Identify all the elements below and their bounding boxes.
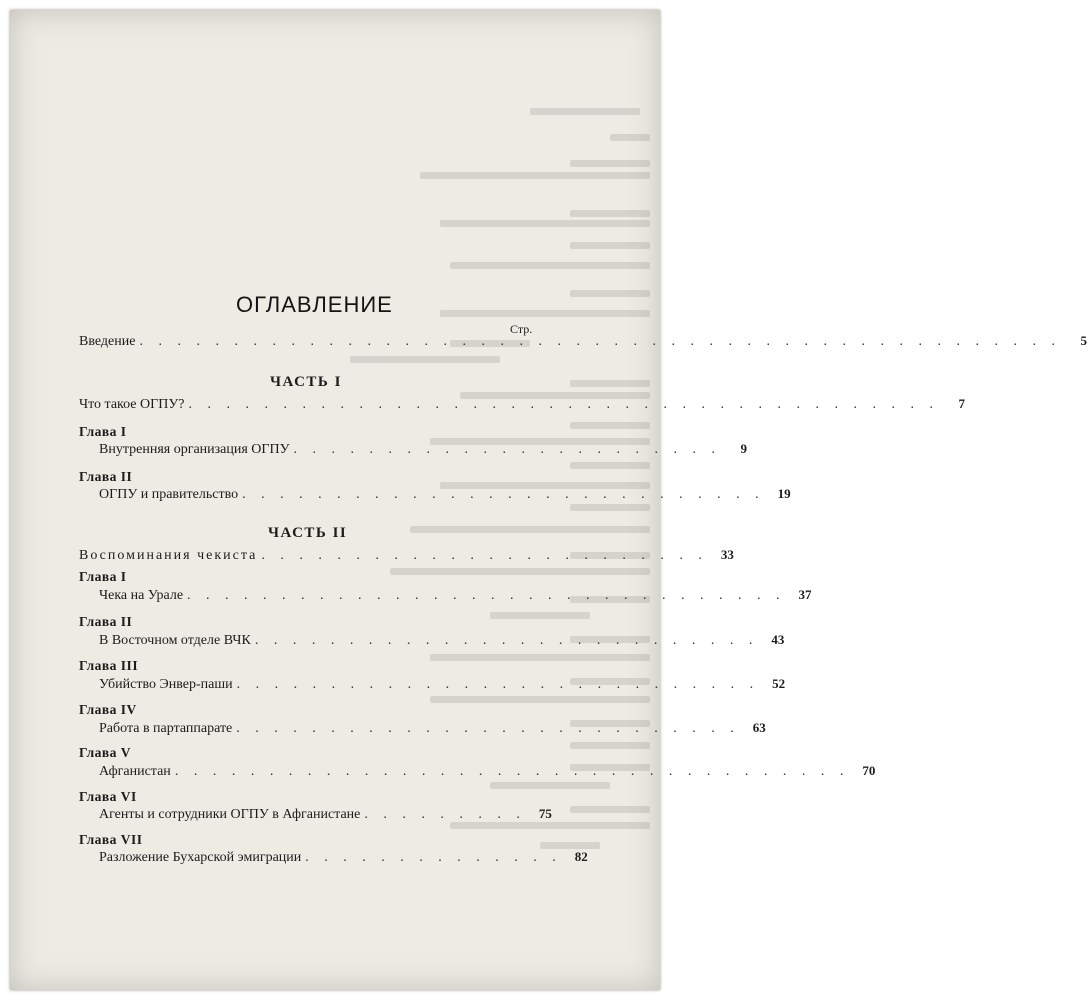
chapter-label: Глава I [79, 569, 127, 584]
leader-dots: . . . . . . . . . . . . . . . . . . . . . . . . . . . . . . . . . . . . [174, 764, 850, 779]
leader-dots: . . . . . . . . . . . . . . . . . . . . . . . . . . . . . . . . . . . . . . . . [188, 397, 939, 412]
chapter-label: Глава V [79, 745, 132, 760]
leader-dots: . . . . . . . . . . . . . . . . . . . . . . . . . . . . [242, 487, 765, 502]
entry-page-number: 37 [798, 587, 812, 602]
chapter-label: Глава VI [79, 789, 137, 804]
leader-dots: . . . . . . . . . . . . . . . . . . . . . . . . . . . [236, 721, 740, 736]
part-heading: ЧАСТЬ I [270, 374, 342, 390]
toc-entry [99, 763, 876, 783]
entry-label: Убийство Энвер-паши [99, 677, 233, 692]
toc-entry [99, 632, 785, 652]
toc-entry [99, 676, 786, 696]
entry-label: Афганистан [99, 764, 171, 779]
entry-page-number: 52 [772, 676, 786, 691]
entry-page-number: 5 [1080, 333, 1087, 348]
entry-page-number: 43 [771, 632, 785, 647]
leader-dots: . . . . . . . . . . . . . . . . . . . . . . . . [261, 548, 708, 563]
entry-label: ОГПУ и правительство [99, 487, 239, 502]
toc-entry-part2-lead [79, 547, 734, 567]
leader-dots: . . . . . . . . . . . . . . . . . . . . . . . . . . . . [236, 677, 760, 692]
entry-label: Чека на Урале [99, 588, 184, 603]
leader-dots: . . . . . . . . . . . . . . . . . . . . . . . . . . . . . . . . . . . . . . . . . . . . . . . . . [139, 334, 1061, 349]
entry-page-number: 75 [538, 806, 552, 821]
entry-label: Агенты и сотрудники ОГПУ в Афганистане [99, 807, 361, 822]
toc-entry-part1-lead [79, 396, 965, 416]
entry-label: В Восточном отделе ВЧК [99, 633, 251, 648]
toc-entry [99, 441, 748, 461]
entry-label: Что такое ОГПУ? [79, 397, 185, 412]
leader-dots: . . . . . . . . . . . . . . . . . . . . . . . . . . . [254, 633, 759, 648]
entry-page-number: 82 [574, 849, 588, 864]
entry-page-number: 9 [740, 441, 748, 456]
part-heading: ЧАСТЬ II [268, 525, 348, 541]
toc-entry [99, 587, 812, 607]
leader-dots: . . . . . . . . . . . . . . . . . . . . . . . [293, 442, 722, 457]
toc-entry-intro [79, 333, 1087, 353]
document-page [10, 10, 1087, 990]
toc-entry [99, 486, 791, 506]
entry-page-number: 7 [958, 396, 965, 411]
toc-entry [99, 806, 552, 826]
table-of-contents [10, 10, 1087, 990]
toc-entry [99, 720, 766, 740]
entry-page-number: 33 [720, 547, 734, 562]
entry-label: Работа в партаппарате [99, 721, 233, 736]
leader-dots: . . . . . . . . . . . . . . . . . . . . . . . . . . . . . . . . [187, 588, 786, 603]
chapter-label: Глава II [79, 614, 133, 629]
entry-page-number: 70 [862, 763, 876, 778]
leader-dots: . . . . . . . . . [364, 807, 526, 822]
toc-entry [99, 849, 588, 869]
page-column-label: Стр. [510, 322, 533, 336]
chapter-label: Глава VII [79, 832, 143, 847]
chapter-label: Глава II [79, 469, 133, 484]
entry-label: Введение [79, 334, 136, 349]
entry-label: Разложение Бухарской эмиграции [99, 850, 302, 865]
leader-dots: . . . . . . . . . . . . . . [305, 850, 562, 865]
entry-label: Внутренняя организация ОГПУ [99, 442, 290, 457]
page-title: ОГЛАВЛЕНИЕ [236, 292, 393, 317]
entry-page-number: 19 [777, 486, 791, 501]
chapter-label: Глава III [79, 658, 139, 673]
chapter-label: Глава IV [79, 702, 137, 717]
chapter-label: Глава I [79, 424, 127, 439]
entry-label: Воспоминания чекиста [79, 548, 258, 563]
entry-page-number: 63 [752, 720, 766, 735]
